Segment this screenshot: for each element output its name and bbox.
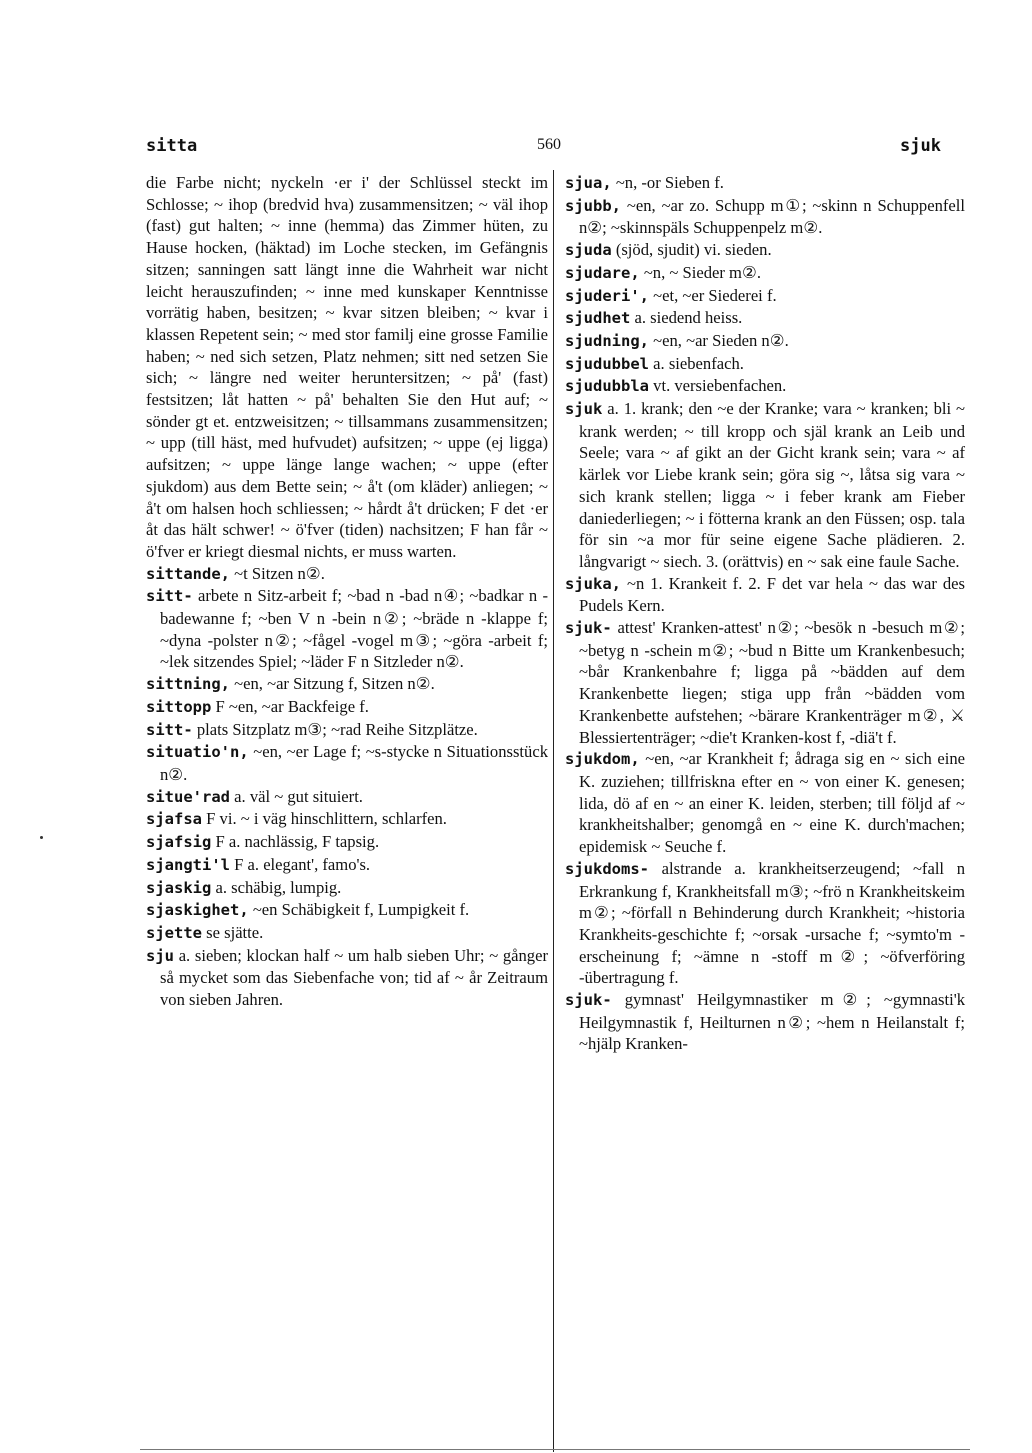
headword: sjuda: [565, 241, 612, 260]
entry-body: ~n, ~ Sieder m②.: [643, 262, 761, 282]
dictionary-entry: [146, 741, 548, 785]
entry-body: gymnast' Heilgymnastiker m②; ~gymnasti'k Heilgymnastik f, Heilturnen n②; ~hem n Heilanstalt f; ~hjälp Kranken-: [579, 990, 966, 1054]
headword: sjette: [146, 923, 202, 942]
dictionary-entry: [146, 877, 548, 900]
entry-body: F ~en, ~ar Backfeige f.: [215, 696, 369, 716]
entry-body: a. schäbig, lumpig.: [215, 877, 342, 897]
dictionary-entry: [565, 307, 965, 330]
entry-body: se sjätte.: [206, 922, 264, 942]
dictionary-entry: [146, 854, 548, 877]
entry-body: a. 1. krank; den ~e der Kranke; vara ~ kranken; bli ~ krank werden; ~ till kropp och själ krank an Leib und Seele; vara ~ af gikt an der Gicht krank sein; vara ~ af kärlek vor Liebe krank sein; göra sig ~, låtsa sig vara ~ sich krank stellen; ligga ~ i feber krank am Fieber daniederliegen; ~ i fötterna krank an den Füssen; osp. tala för sin ~a mor für seine eigene Sache plädieren. 2. långvarigt ~ siech. 3. (orättvis) en ~ sak eine faule Sache.: [579, 399, 965, 571]
dictionary-entry: [146, 808, 548, 831]
page-number: 560: [537, 136, 561, 153]
dictionary-entry: [565, 748, 965, 858]
dictionary-entry: [146, 172, 548, 563]
headword: situatio'n,: [146, 743, 249, 762]
headword: sjubb,: [565, 196, 621, 215]
headword: sjaskighet,: [146, 901, 249, 920]
headword: sjudare,: [565, 263, 640, 282]
entry-body: arbete n Sitz-arbeit f; ~bad n -bad n④; ~badkar n -badewanne f; ~ben V n -bein n②; ~bräde n -klappe f; ~dyna -polster n②; ~fågel -vogel m③; ~göra -arbeit f; ~lek sitzendes Spiel; ~läder F n Sitzleder n②.: [160, 586, 548, 672]
ink-spot: [40, 836, 43, 839]
entry-body: ~en, ~ar zo. Schupp m①; ~skinn n Schuppenfell n②; ~skinnspäls Schuppenpelz m②.: [579, 195, 965, 238]
entry-body: attest' Kranken-attest' n②; ~besök n -besuch m②; ~betyg n -schein m②; ~bud n Bitte um Krankenbesuch; ~bår Krankenbahre f; ligga på ~bädden auf dem Krankenbette liegen; stiga upp från ~bädden vom Krankenbette aufstehen; ~bärare Krankenträger m②, ⚔ Blessiertenträger; ~die't Kranken-kost f, -diä't f.: [579, 618, 965, 747]
headword: sjudning,: [565, 331, 649, 350]
column-divider: [553, 170, 554, 1452]
headword: sjudhet: [565, 309, 631, 328]
entry-body: a. siedend heiss.: [634, 308, 743, 328]
entry-body: (sjöd, sjudit) vi. sieden.: [615, 240, 772, 260]
entry-body: ~en, ~er Lage f; ~s-stycke n Situationsstück n②.: [160, 742, 548, 784]
headword: sju: [146, 946, 174, 965]
dictionary-entry: [565, 375, 965, 398]
dictionary-entry: [565, 285, 965, 308]
entry-body: ~et, ~er Siederei f.: [653, 285, 777, 305]
entry-body: ~en Schäbigkeit f, Lumpigkeit f.: [252, 900, 470, 920]
entry-body: a. väl ~ gut situiert.: [234, 786, 363, 806]
headword: sjuk-: [565, 619, 612, 638]
dictionary-entry: [565, 858, 965, 989]
headword: sitt-: [146, 720, 193, 739]
headword: sittopp: [146, 697, 212, 716]
dictionary-entry: [565, 195, 965, 239]
dictionary-entry: [146, 696, 548, 719]
entry-body: ~en, ~ar Sieden n②.: [653, 330, 789, 350]
dictionary-entry: [565, 262, 965, 285]
headword: sjukdoms-: [565, 859, 649, 878]
headword: sjuderi',: [565, 286, 649, 305]
headword: sjafsa: [146, 810, 202, 829]
dictionary-entry: [146, 922, 548, 945]
dictionary-entry: [565, 989, 965, 1055]
headword: sjuk: [565, 400, 603, 419]
headword: sitt-: [146, 587, 193, 606]
headword: sittning,: [146, 675, 230, 694]
headword: sjaskig: [146, 878, 212, 897]
headword: sjuk-: [565, 991, 612, 1010]
dictionary-entry: [565, 353, 965, 376]
dictionary-entry: [146, 585, 548, 673]
dictionary-entry: [146, 945, 548, 1011]
dictionary-entry: [565, 172, 965, 195]
left-column: [146, 172, 548, 1011]
headword: sjuka,: [565, 574, 621, 593]
headword: sjua,: [565, 174, 612, 192]
entry-body: ~t Sitzen n②.: [234, 563, 325, 583]
headword: sjukdom,: [565, 750, 640, 769]
entry-body: a. sieben; klockan half ~ um halb sieben Uhr; ~ gånger så mycket som das Siebenfache von; tid af ~ år Zeitraum von sieben Jahren.: [160, 945, 548, 1010]
dictionary-entry: [565, 398, 965, 573]
entry-body: ~n 1. Krankeit f. 2. F det var hela ~ das war des Pudels Kern.: [579, 573, 965, 616]
dictionary-entry: [565, 330, 965, 353]
dictionary-entry: [565, 239, 965, 262]
dictionary-entry: [146, 719, 548, 742]
entry-body: alstrande a. krankheitserzeugend; ~fall n Erkrankung f, Krankheitsfall m③; ~frö n Krankheitskeim m②; ~förfall n Behinderung durch Krankheit; ~historia Krankheits-geschichte f; ~orsak -ursache f; ~symto'm -erscheinung f; ~ämne n -stoff m②; ~öfverföring -übertragung f.: [579, 858, 966, 988]
dictionary-entry: [146, 899, 548, 922]
headword: sjudubbla: [565, 377, 649, 396]
dictionary-entry: [146, 563, 548, 586]
entry-body: F a. elegant', famo's.: [234, 854, 371, 874]
entry-body: F vi. ~ i väg hinschlittern, schlarfen.: [206, 809, 447, 829]
entry-body: die Farbe nicht; nyckeln ·er i' der Schlüssel steckt im Schlosse; ~ ihop (bredvid hva) zusammensitzen; ~ väl ihop (fast) gut halten; ~ inne (hemma) das Zimmer hüten, zu Hause hocken, (häktad) im Loche stecken, im Gefängnis sitzen; sanningen satt längt inne die Wahrheit war nicht leicht herauszufinden; ~ inne med kunskaper Kenntnisse vorrätig haben, besitzen; ~ kvar sitzen bleiben; ~ kvar i klassen Repetent sein; ~ med stor familj eine grosse Familie haben; ~ ned sich setzen, Platz nehmen; sitt ned setzen Sie sich; ~ längre ned weiter heruntersitzen; ~ på' (fast) festsitzen; låt hatten ~ på' behalten Sie den Hut auf; ~ sönder gt et. entzweisitzen; ~ tillsammans zusammensitzen; ~ upp (till häst, med hufvudet) aufsitzen; ~ uppe (ej ligga) aufsitzen; ~ uppe länge lange wachen; ~ uppe (efter sjukdom) aus dem Bette sein; ~ å't (om kläder) anliegen; ~ å't om halsen hoch schliessen; ~ hårdt å't drücken; F det ·er åt das hält schwer! ~ ö'fver (tiden) nachsitzen; F han får ~ ö'fver er kriegt diesmal nichts, er muss warten.: [146, 173, 548, 561]
running-head-right: sjuk: [900, 136, 941, 156]
headword: sjangti'l: [146, 855, 230, 874]
entry-body: ~en, ~ar Sitzung f, Sitzen n②.: [234, 674, 435, 694]
headword: sjafsig: [146, 833, 212, 852]
dictionary-entry: [565, 617, 965, 748]
dictionary-entry: [565, 573, 965, 617]
headword: situe'rad: [146, 787, 230, 806]
right-column: [565, 172, 965, 1055]
bottom-rule: [140, 1449, 970, 1450]
entry-body: vt. versiebenfachen.: [653, 376, 787, 396]
running-head-left: sitta: [146, 136, 198, 156]
headword: sjudubbel: [565, 354, 649, 373]
headword: sittande,: [146, 564, 230, 583]
entry-body: a. siebenfach.: [653, 353, 744, 373]
dictionary-entry: [146, 673, 548, 696]
dictionary-entry: [146, 831, 548, 854]
entry-body: F a. nachlässig, F tapsig.: [215, 832, 380, 852]
entry-body: plats Sitzplatz m③; ~rad Reihe Sitzplätze.: [196, 719, 478, 739]
dictionary-entry: [146, 786, 548, 809]
entry-body: ~n, -or Sieben f.: [615, 173, 724, 192]
entry-body: ~en, ~ar Krankheit f; ådraga sig en ~ sich eine K. zuziehen; tillfriskna efter en ~ von einer K. genesen; lida, dö af en ~ an einer K. leiden, sterben; till följd af ~ krankheitshalber; genomgå en ~ eine K. durch'machen; epidemisk ~ Seuche f.: [579, 749, 965, 857]
